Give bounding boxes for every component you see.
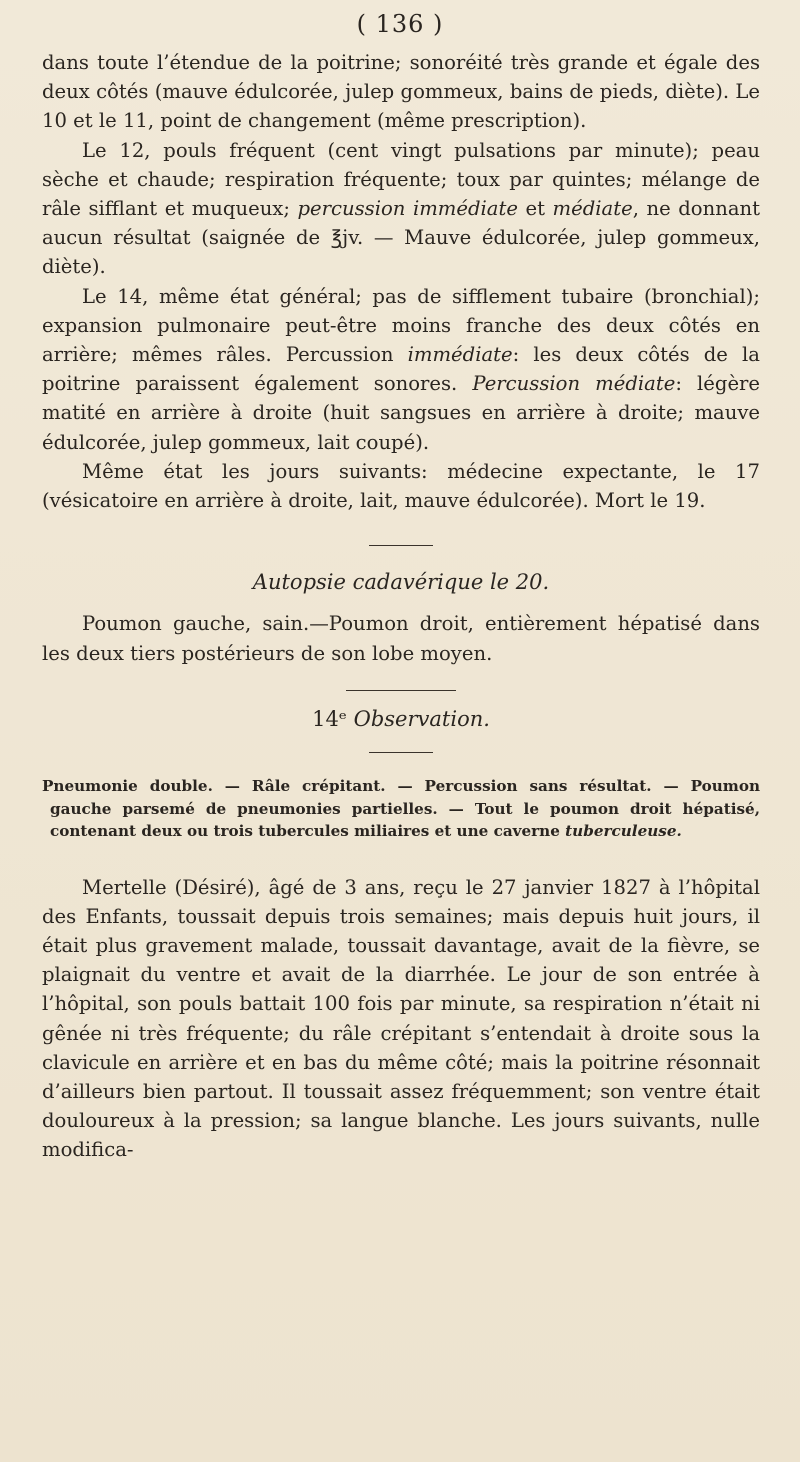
autopsy-heading: Autopsie cadavérique le 20.	[252, 570, 550, 595]
paragraph-continuation: dans toute l’étendue de la poitrine; sonoréité très grande et égale des deux côtés (mauve édulcorée, julep gommeux, bains de pieds, diète). Le 10 et le 11, point de changement (même prescription).	[42, 51, 760, 133]
paragraph-day-14: Le 14, même état général; pas de sifflement tubaire (bronchial); expansion pulmonaire peut-être moins franche des deux côtés en arrière; mêmes râles. Percussion immédiate: les deux côtés de la poitrine paraissent également sonores. Percussion médiate: légère matité en arrière à droite (huit sangsues en arrière à droite; mauve édulcorée, julep gommeux, lait coupé).	[42, 284, 760, 454]
page-number: ( 136 )	[356, 10, 444, 38]
page-body	[42, 48, 760, 1165]
observation-number: 14ᵉ	[312, 706, 347, 731]
paragraph-following-days: Même état les jours suivants: médecine expectante, le 17 (vésicatoire en arrière à droite, lait, mauve édulcorée). Mort le 19.	[42, 459, 760, 513]
case-paragraph: Mertelle (Désiré), âgé de 3 ans, reçu le 27 janvier 1827 à l’hôpital des Enfants, toussait depuis trois semaines; mais depuis huit jours, il était plus gravement malade, toussait davantage, avait de la fièvre, se plaignait du ventre et avait de la diarrhée. Le jour de son entrée à l’hôpital, son pouls battait 100 fois par minute, sa respiration n’était ni gênée ni très fréquente; du râle crépitant s’entendait à droite sous la clavicule en arrière et en bas du même côté; mais la poitrine résonnait d’ailleurs bien partout. Il toussait assez fréquemment; son ventre était douloureux à la pression; sa langue blanche. Les jours suivants, nulle modifica-	[42, 875, 760, 1162]
divider	[369, 752, 433, 753]
paragraph-day-12: Le 12, pouls fréquent (cent vingt pulsations par minute); peau sèche et chaude; respiration fréquente; toux par quintes; mélange de râle sifflant et muqueux; percussion immédiate et médiate, ne donnant aucun résultat (saignée de ℥jv. — Mauve édulcorée, julep gommeux, diète).	[42, 138, 760, 279]
observation-heading	[42, 705, 760, 734]
observation-title: Observation.	[353, 706, 490, 731]
divider	[369, 545, 433, 546]
divider	[346, 690, 456, 691]
autopsy-text: Poumon gauche, sain.—Poumon droit, entièrement hépatisé dans les deux tiers postérieurs de son lobe moyen.	[42, 612, 760, 665]
observation-summary: Pneumonie double. — Râle crépitant. — Percussion sans résultat. — Poumon gauche parsemé de pneumonies partielles. — Tout le poumon droit hépatisé, contenant deux ou trois tubercules miliaires et une caverne tuberculeuse.	[42, 777, 760, 841]
